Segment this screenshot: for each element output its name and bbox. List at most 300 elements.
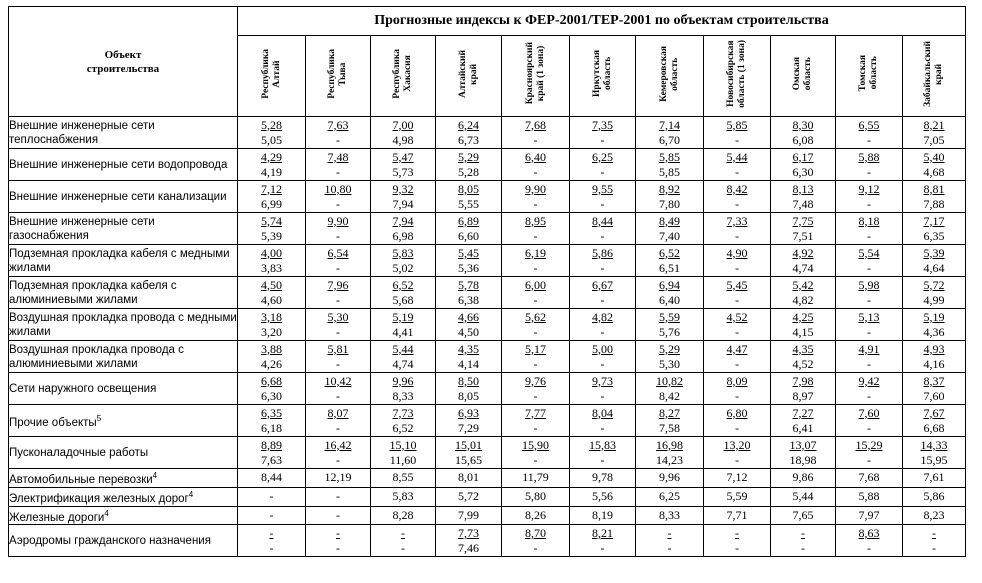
index-cell: [704, 213, 771, 245]
region-header: [238, 36, 306, 117]
index-value-upper: 8,09: [726, 373, 748, 388]
index-value-lower: 6,98: [392, 228, 414, 243]
index-value-upper: 5,85: [659, 149, 680, 164]
region-header-label: Красноярский край (1 зона): [524, 42, 546, 105]
index-cell: [903, 469, 966, 488]
index-value-lower: 7,88: [923, 196, 945, 211]
index-value-upper: 4,82: [592, 309, 613, 324]
index-value: 7,97: [858, 508, 880, 523]
index-cell: [238, 117, 306, 149]
index-value-upper: 6,93: [458, 405, 479, 420]
index-value-lower: 4,68: [923, 164, 945, 179]
index-value-upper: 5,78: [458, 277, 479, 292]
index-value-upper: 5,44: [392, 341, 414, 356]
index-value-upper: 9,73: [592, 373, 613, 388]
table-row: [9, 437, 966, 469]
index-cell: [903, 437, 966, 469]
index-value-lower: 6,70: [659, 132, 680, 147]
index-value-lower: -: [600, 324, 605, 339]
index-cell: [371, 149, 436, 181]
index-cell: [238, 149, 306, 181]
index-value-upper: 8,07: [327, 405, 349, 420]
index-value-upper: 8,42: [726, 181, 748, 196]
index-value-lower: 5,30: [659, 356, 680, 371]
index-cell: [436, 525, 502, 557]
index-value-upper: 8,63: [858, 525, 880, 540]
index-value-upper: 8,89: [261, 437, 282, 452]
index-cell: [704, 405, 771, 437]
region-header-label: Республика Хакасия: [392, 48, 413, 99]
index-value-upper: 7,96: [327, 277, 349, 292]
index-cell: [903, 213, 966, 245]
index-cell: [371, 373, 436, 405]
index-value-lower: -: [336, 540, 340, 555]
index-cell: [502, 245, 570, 277]
table-title: [238, 7, 966, 36]
index-cell: [306, 181, 371, 213]
index-cell: [306, 373, 371, 405]
index-value-lower: -: [600, 228, 605, 243]
index-value-lower: -: [600, 196, 605, 211]
index-value-lower: 6,99: [261, 196, 282, 211]
index-cell: [836, 437, 903, 469]
index-value-upper: 7,75: [792, 213, 814, 228]
index-cell: [238, 245, 306, 277]
index-value: 8,23: [923, 508, 945, 523]
table-row: [9, 181, 966, 213]
index-value-upper: 16,42: [324, 437, 352, 452]
index-value-lower: 7,51: [792, 228, 814, 243]
index-value-upper: 7,14: [659, 117, 680, 132]
region-header-label: Иркутская область: [591, 50, 613, 97]
index-cell: [836, 405, 903, 437]
index-cell: [502, 117, 570, 149]
index-value-lower: 7,48: [792, 196, 814, 211]
index-value-lower: 4,82: [792, 292, 814, 307]
index-cell: [903, 525, 966, 557]
region-header: [436, 36, 502, 117]
index-value-lower: 7,94: [392, 196, 414, 211]
index-value-lower: 6,52: [392, 420, 414, 435]
index-value-upper: 15,83: [589, 437, 616, 452]
index-cell: [238, 525, 306, 557]
index-cell: [306, 405, 371, 437]
index-value-upper: 4,35: [458, 341, 479, 356]
index-value-upper: 4,52: [726, 309, 748, 324]
index-value-upper: 8,18: [858, 213, 880, 228]
index-value-upper: 9,76: [525, 373, 546, 388]
index-value-lower: -: [533, 292, 538, 307]
index-cell: [371, 341, 436, 373]
index-value-lower: -: [867, 356, 871, 371]
index-cell: [238, 277, 306, 309]
index-value: 8,33: [659, 508, 680, 523]
index-value-lower: 7,05: [923, 132, 945, 147]
index-cell: [704, 245, 771, 277]
index-cell: [502, 277, 570, 309]
index-value-lower: 5,76: [659, 324, 680, 339]
index-value-lower: 11,60: [389, 452, 417, 467]
index-value-upper: -: [336, 525, 340, 540]
index-cell: [903, 149, 966, 181]
index-value: 7,71: [726, 508, 748, 523]
index-value-upper: 5,00: [592, 341, 613, 356]
index-value-lower: -: [735, 164, 739, 179]
index-value-lower: 3,83: [261, 260, 282, 275]
table-row: [9, 525, 966, 557]
index-cell: [436, 405, 502, 437]
region-header: [903, 36, 966, 117]
object-name: Сети наружного освещения: [9, 382, 157, 395]
index-value-upper: 9,32: [392, 181, 414, 196]
index-value-upper: 9,96: [392, 373, 414, 388]
index-cell: [238, 213, 306, 245]
index-value-lower: 6,30: [792, 164, 814, 179]
index-cell: [238, 487, 306, 506]
index-value-lower: 7,46: [458, 540, 479, 555]
index-value-upper: 9,55: [592, 181, 613, 196]
index-value-lower: 6,73: [458, 132, 479, 147]
index-value-upper: 5,42: [792, 277, 814, 292]
index-cell: [771, 487, 836, 506]
index-cell: [306, 277, 371, 309]
index-value-upper: 13,07: [789, 437, 817, 452]
footnote-marker: 4: [152, 471, 158, 480]
index-cell: [771, 506, 836, 525]
object-name: Железные дороги: [9, 511, 105, 524]
index-value-lower: 15,65: [455, 452, 482, 467]
index-value-upper: 8,21: [592, 525, 613, 540]
index-value-lower: 6,35: [923, 228, 945, 243]
index-value-upper: 5,81: [327, 341, 349, 356]
region-header-label: Алтайский край: [457, 49, 479, 98]
index-value-upper: 6,80: [726, 405, 748, 420]
index-cell: [238, 373, 306, 405]
index-cell: [502, 341, 570, 373]
index-value-upper: 4,29: [261, 149, 282, 164]
index-cell: [436, 437, 502, 469]
index-cell: [306, 525, 371, 557]
index-value-upper: 5,45: [458, 245, 479, 260]
index-value-upper: 6,89: [458, 213, 479, 228]
index-cell: [704, 181, 771, 213]
index-value-upper: 5,30: [327, 309, 349, 324]
index-cell: [903, 245, 966, 277]
index-value-upper: 14,33: [920, 437, 948, 452]
index-value-upper: 6,54: [327, 245, 349, 260]
index-cell: [771, 525, 836, 557]
index-value-lower: 7,29: [458, 420, 479, 435]
index-value-upper: 8,13: [792, 181, 814, 196]
index-cell: [502, 405, 570, 437]
index-cell: [771, 469, 836, 488]
index-value: 12,19: [324, 470, 352, 485]
index-value-lower: 7,80: [659, 196, 680, 211]
index-cell: [903, 487, 966, 506]
index-value-upper: 15,10: [389, 437, 417, 452]
index-value-upper: 7,73: [458, 525, 479, 540]
index-cell: [836, 149, 903, 181]
region-header: [636, 36, 704, 117]
index-value: 9,86: [792, 470, 814, 485]
index-value: 7,61: [923, 470, 945, 485]
index-cell: [771, 245, 836, 277]
index-value: -: [269, 489, 274, 504]
index-value-upper: -: [269, 525, 274, 540]
index-cell: [570, 373, 636, 405]
index-cell: [771, 277, 836, 309]
index-value-upper: 15,01: [455, 437, 482, 452]
index-cell: [502, 525, 570, 557]
index-value-lower: -: [336, 260, 340, 275]
index-value-upper: 7,68: [525, 117, 546, 132]
index-cell: [771, 149, 836, 181]
index-value-lower: 5,68: [392, 292, 414, 307]
index-value: 9,96: [659, 470, 680, 485]
index-cell: [306, 506, 371, 525]
object-name: Прочие объекты: [9, 416, 97, 429]
object-name-cell: [9, 506, 238, 525]
object-name-cell: [9, 181, 238, 213]
index-cell: [771, 181, 836, 213]
index-value-upper: 7,48: [327, 149, 349, 164]
index-cell: [371, 487, 436, 506]
object-name: Аэродромы гражданского назначения: [9, 534, 211, 547]
index-value-lower: 6,08: [792, 132, 814, 147]
index-value-upper: 4,35: [792, 341, 814, 356]
index-value-upper: 3,18: [261, 309, 282, 324]
object-name-cell: [9, 373, 238, 405]
index-value-upper: 5,29: [659, 341, 680, 356]
index-value-lower: 5,55: [458, 196, 479, 211]
index-cell: [436, 469, 502, 488]
index-value-lower: 5,02: [392, 260, 414, 275]
index-value-lower: -: [801, 540, 805, 555]
index-value-upper: 8,27: [659, 405, 680, 420]
index-value: -: [336, 489, 340, 504]
index-cell: [436, 181, 502, 213]
index-value-lower: -: [867, 196, 871, 211]
index-value-lower: -: [336, 292, 340, 307]
index-value-lower: 4,74: [792, 260, 814, 275]
index-value-lower: -: [269, 540, 274, 555]
index-value-upper: 4,47: [726, 341, 748, 356]
index-cell: [903, 341, 966, 373]
footnote-marker: 4: [104, 508, 109, 518]
index-value-lower: -: [600, 356, 605, 371]
index-value: 9,78: [592, 470, 613, 485]
index-value-lower: -: [336, 420, 340, 435]
index-cell: [704, 341, 771, 373]
index-value: 7,99: [458, 508, 479, 523]
index-cell: [371, 469, 436, 488]
index-value-lower: -: [533, 132, 538, 147]
index-value-lower: -: [533, 540, 538, 555]
index-value-upper: 8,37: [923, 373, 945, 388]
index-value-lower: -: [533, 388, 538, 403]
object-name: Внешние инженерные сети газоснабжения: [9, 215, 155, 242]
index-value-lower: -: [735, 196, 739, 211]
index-cell: [836, 181, 903, 213]
index-value-lower: 6,60: [458, 228, 479, 243]
index-value-upper: 5,39: [923, 245, 945, 260]
index-value-lower: -: [336, 388, 340, 403]
index-cell: [436, 506, 502, 525]
index-value-upper: 5,83: [392, 245, 414, 260]
index-cell: [636, 117, 704, 149]
index-value-upper: 8,95: [525, 213, 546, 228]
index-cell: [371, 213, 436, 245]
index-cell: [570, 405, 636, 437]
index-value-lower: -: [867, 164, 871, 179]
index-value-upper: -: [735, 525, 739, 540]
index-value-upper: 8,44: [592, 213, 613, 228]
object-name-cell: [9, 525, 238, 557]
index-cell: [636, 213, 704, 245]
index-value: 5,80: [525, 489, 546, 504]
index-value-upper: 5,54: [858, 245, 880, 260]
index-value-upper: 6,19: [525, 245, 546, 260]
index-cell: [903, 117, 966, 149]
table-row: [9, 245, 966, 277]
index-value-lower: -: [336, 164, 340, 179]
table-row: [9, 309, 966, 341]
index-value-upper: 7,35: [592, 117, 613, 132]
table-row: [9, 277, 966, 309]
index-cell: [436, 373, 502, 405]
index-value-lower: 7,40: [659, 228, 680, 243]
index-value-upper: 5,88: [858, 149, 880, 164]
index-value-lower: -: [533, 356, 538, 371]
table-row: [9, 373, 966, 405]
index-value-lower: -: [735, 388, 739, 403]
table-row: [9, 117, 966, 149]
index-value-lower: 4,36: [923, 324, 945, 339]
index-value: 8,28: [392, 508, 414, 523]
region-header-label: Республика Тыва: [327, 48, 348, 99]
region-header: [371, 36, 436, 117]
index-cell: [502, 437, 570, 469]
index-value-upper: 5,59: [659, 309, 680, 324]
index-value-upper: 15,29: [855, 437, 883, 452]
index-value-upper: 4,00: [261, 245, 282, 260]
object-name: Внешние инженерные сети водопровода: [9, 158, 228, 171]
index-value-upper: 10,42: [324, 373, 352, 388]
index-value-upper: 5,86: [592, 245, 613, 260]
index-value-lower: 6,30: [261, 388, 282, 403]
index-value-upper: -: [667, 525, 672, 540]
index-value-upper: 8,50: [458, 373, 479, 388]
index-value-lower: 6,38: [458, 292, 479, 307]
index-cell: [570, 181, 636, 213]
index-value-upper: 7,77: [525, 405, 546, 420]
index-value-upper: 8,70: [525, 525, 546, 540]
index-value-lower: -: [600, 452, 605, 467]
region-header-label: Томская область: [858, 55, 879, 92]
region-header: [771, 36, 836, 117]
index-value-upper: 5,72: [923, 277, 945, 292]
index-cell: [771, 373, 836, 405]
index-cell: [836, 309, 903, 341]
index-cell: [371, 277, 436, 309]
index-value: 5,59: [726, 489, 748, 504]
index-value-lower: -: [867, 420, 871, 435]
index-value-lower: 4,26: [261, 356, 282, 371]
index-cell: [306, 469, 371, 488]
footnote-marker: 4: [188, 489, 194, 499]
index-value-upper: 7,94: [392, 213, 414, 228]
index-cell: [636, 373, 704, 405]
index-value-lower: -: [735, 324, 739, 339]
table-row: [9, 487, 966, 506]
index-value-upper: 4,91: [858, 341, 880, 356]
table-body: [9, 117, 966, 557]
index-cell: [570, 341, 636, 373]
index-cell: [836, 245, 903, 277]
index-value-upper: 5,19: [392, 309, 414, 324]
index-value-lower: -: [533, 196, 538, 211]
index-cell: [836, 469, 903, 488]
index-cell: [771, 405, 836, 437]
object-name: Электрификация железных дорог: [9, 492, 189, 505]
object-name: Автомобильные перевозки: [9, 473, 153, 486]
index-cell: [238, 506, 306, 525]
index-cell: [502, 469, 570, 488]
index-cell: [771, 437, 836, 469]
index-cell: [306, 213, 371, 245]
index-value: 11,79: [522, 470, 549, 485]
index-cell: [306, 487, 371, 506]
index-cell: [570, 469, 636, 488]
index-cell: [371, 506, 436, 525]
index-value-lower: -: [735, 540, 739, 555]
index-cell: [771, 341, 836, 373]
index-value-upper: 9,90: [525, 181, 546, 196]
table-row: [9, 405, 966, 437]
index-value-upper: 4,90: [726, 245, 748, 260]
index-value-lower: 6,68: [923, 420, 945, 435]
index-value-upper: 8,49: [659, 213, 680, 228]
region-header-label: Омская область: [792, 56, 813, 91]
index-value-upper: 9,42: [858, 373, 880, 388]
index-value-upper: 9,12: [858, 181, 880, 196]
index-value-lower: 4,60: [261, 292, 282, 307]
index-cell: [238, 437, 306, 469]
index-value-lower: 3,20: [261, 324, 282, 339]
index-value-upper: 15,90: [522, 437, 549, 452]
index-cell: [836, 277, 903, 309]
index-value-lower: 4,16: [923, 356, 945, 371]
index-value-upper: 7,67: [923, 405, 945, 420]
index-value-upper: 6,55: [858, 117, 880, 132]
index-cell: [836, 117, 903, 149]
index-cell: [704, 117, 771, 149]
index-cell: [903, 373, 966, 405]
index-value-upper: 13,20: [723, 437, 751, 452]
index-value-lower: -: [735, 452, 739, 467]
index-value-lower: 8,97: [792, 388, 814, 403]
index-cell: [704, 277, 771, 309]
index-cell: [306, 117, 371, 149]
index-value-lower: 6,41: [792, 420, 814, 435]
index-cell: [704, 506, 771, 525]
index-value-lower: -: [867, 452, 871, 467]
index-value: 8,55: [392, 470, 414, 485]
index-value: 5,83: [392, 489, 414, 504]
index-cell: [306, 245, 371, 277]
index-cell: [903, 405, 966, 437]
index-cell: [903, 309, 966, 341]
